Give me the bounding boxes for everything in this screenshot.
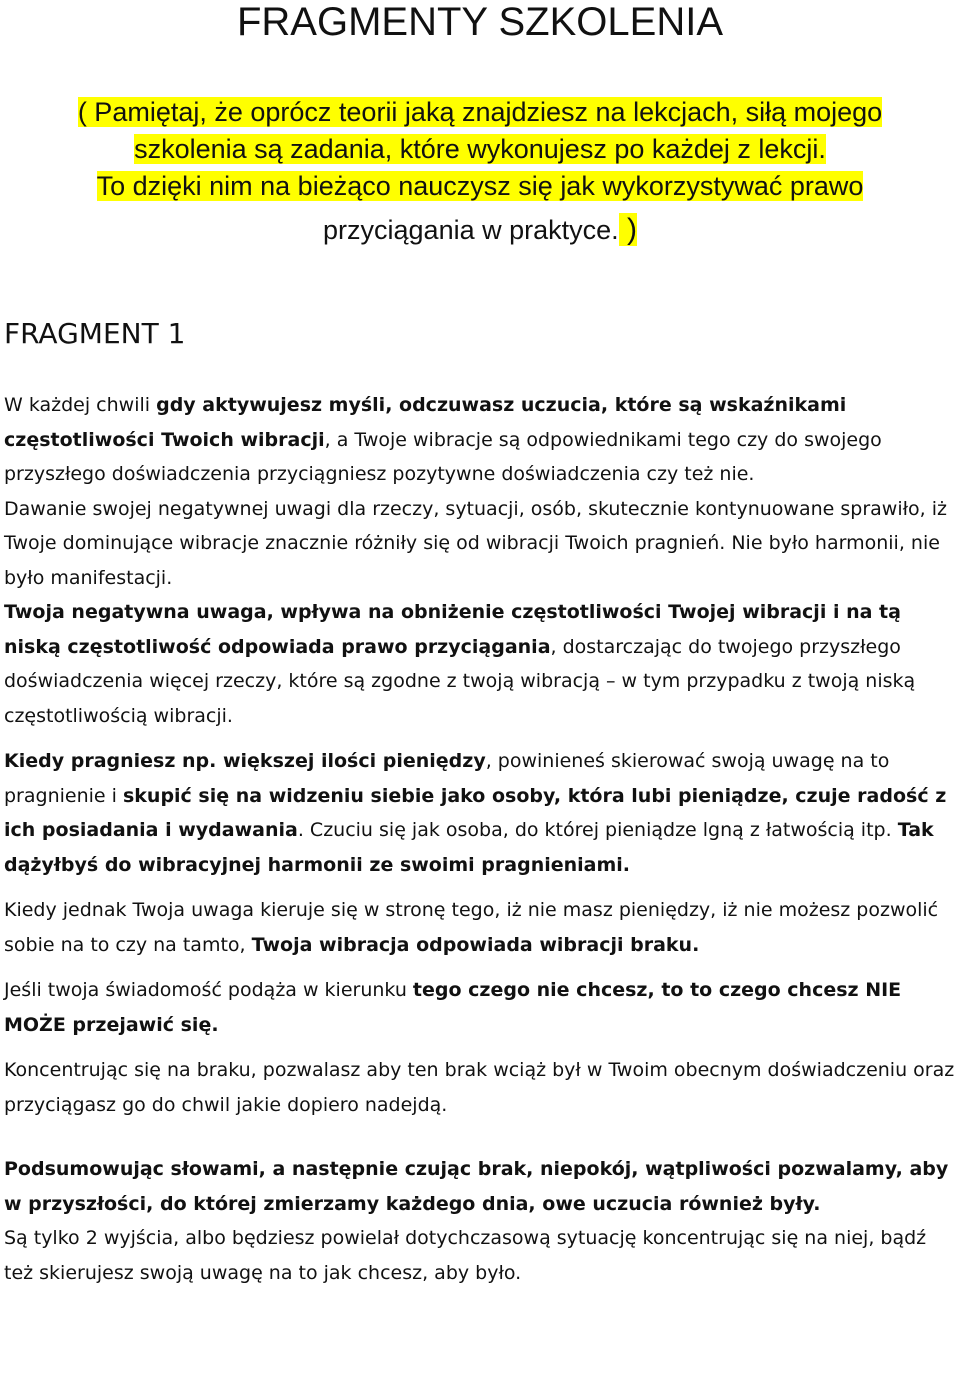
p4-text-1: , powinieneś skierować swoją uwagę na to pragnienie i <box>4 750 890 807</box>
p3-text-1: , dostarczając do twojego przyszłego doświadczenia więcej rzeczy, które są zgodne z twoją wibracją – w tym przypadku z twoją niską częstotliwością wibracji. <box>4 635 916 727</box>
paragraph-2: Dawanie swojej negatywnej uwagi dla rzeczy, sytuacji, osób, skutecznie kontynuowane sprawiło, iż Twoje dominujące wibracje znacznie różniły się od wibracji Twoich pragnień. Nie było harmonii, nie było manifestacji. <box>4 497 947 589</box>
p5-bold-1: Twoja wibracja odpowiada wibracji braku. <box>251 933 700 956</box>
paragraph-4 <box>4 744 960 882</box>
fragment-heading: FRAGMENT 1 <box>4 317 186 350</box>
reminder-note <box>0 94 960 249</box>
document-body <box>4 388 960 1290</box>
note-line-1: ( Pamiętaj, że oprócz teorii jaką znajdziesz na lekcjach, siłą mojego <box>77 97 883 127</box>
p5-text-1: Kiedy jednak Twoja uwaga kieruje się w stronę tego, iż nie masz pieniędzy, iż nie możesz pozwolić sobie na to czy na tamto, <box>4 899 939 956</box>
p8-bold: Podsumowując słowami, a następnie czując brak, niepokój, wątpliwości pozwalamy, aby w przyszłości, do której zmierzamy każdego dnia, owe uczucia również były. <box>4 1158 949 1215</box>
paragraph-1 <box>4 388 960 492</box>
note-close-paren: ) <box>618 213 637 246</box>
paragraph-9: Są tylko 2 wyjścia, albo będziesz powielał dotychczasową sytuację koncentrując się na niej, bądź też skierujesz swoją uwagę na to jak chcesz, aby było. <box>4 1227 927 1284</box>
paragraph-3 <box>4 595 960 733</box>
p4-bold-2: większej ilości pieniędzy <box>222 750 486 772</box>
p6-text-1: Jeśli twoja świadomość podąża w kierunku <box>4 979 413 1001</box>
note-line-4: przyciągania w praktyce. <box>323 215 619 245</box>
note-line-2: szkolenia są zadania, które wykonujesz po każdej z lekcji. <box>134 134 826 164</box>
paragraph-6 <box>4 973 960 1042</box>
p1-text-1: W każdej chwili <box>4 394 157 416</box>
p4-bold-4: Tak dążyłbyś do wibracyjnej harmonii ze swoimi pragnieniami. <box>4 819 934 876</box>
p6-bold-1: tego czego nie chcesz, to to czego chcesz NIE MOŻE przejawić się. <box>4 979 902 1036</box>
note-line-4-wrapper <box>323 211 637 249</box>
p1-bold-1: gdy aktywujesz myśli, odczuwasz uczucia, które są wskaźnikami częstotliwości Twoich wibracji <box>4 394 847 451</box>
paragraph-7: Koncentrując się na braku, pozwalasz aby ten brak wciąż był w Twoim obecnym doświadczeniu oraz przyciągasz go do chwil jakie dopiero nadejdą. <box>4 1059 955 1116</box>
document-title: FRAGMENTY SZKOLENIA <box>236 0 723 44</box>
paragraph-5 <box>4 893 960 962</box>
p4-text-2: . Czuciu się jak osoba, do której pieniądze lgną z łatwością itp. <box>297 819 898 841</box>
note-line-3: To dzięki nim na bieżąco nauczysz się jak wykorzystywać prawo <box>96 171 864 201</box>
p4-bold-3: skupić się na widzeniu siebie jako osoby, która lubi pieniądze, czuje radość z ich posiadania i wydawania <box>4 784 947 841</box>
paragraph-8 <box>4 1152 960 1221</box>
p3-bold-1: Twoja negatywna uwaga, wpływa na obniżenie częstotliwości Twojej wibracji i na tą niską częstotliwość odpowiada prawo przyciągania <box>4 601 901 658</box>
p4-bold-1: Kiedy pragniesz np. <box>4 750 223 772</box>
p1-text-2: , a Twoje wibracje są odpowiednikami tego czy do swojego przyszłego doświadczenia przyciągniesz pozytywne doświadczenia czy też nie. <box>4 428 882 485</box>
